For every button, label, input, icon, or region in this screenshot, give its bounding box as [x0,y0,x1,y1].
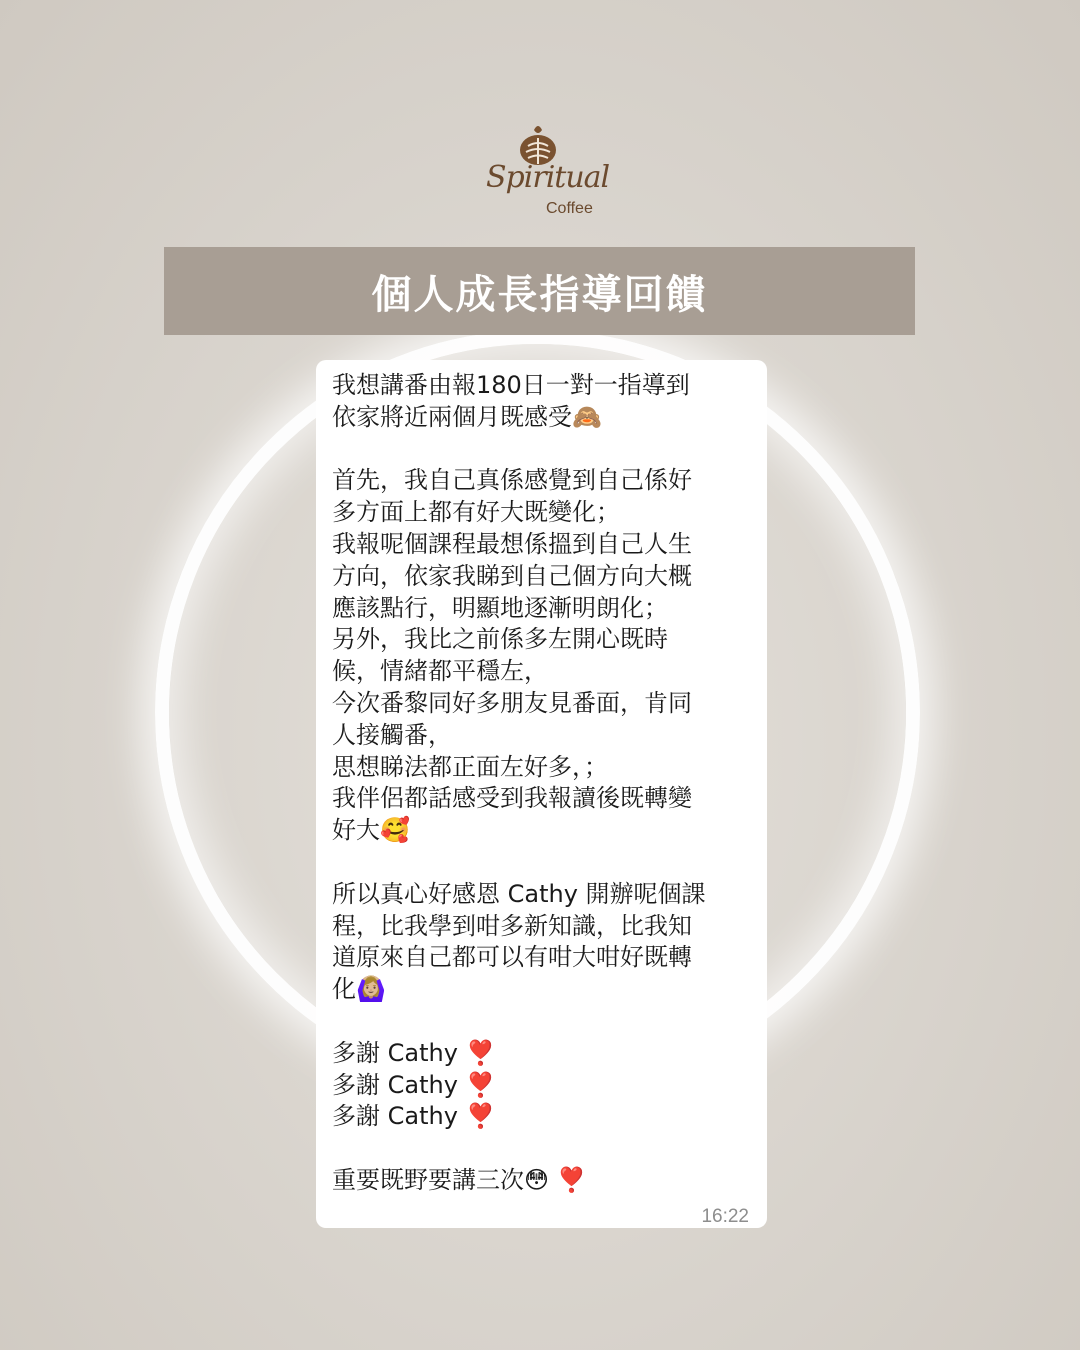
message-line: 我報呢個課程最想係搵到自己人生 [332,529,692,558]
message-line: 多方面上都有好大既變化； [332,498,620,527]
blank-line [332,847,749,879]
logo-subtitle: Coffee [546,200,593,217]
message-screenshot [316,360,767,1228]
message-timestamp: 16:22 [701,1206,749,1227]
message-line: 首先，我自己真係感覺到自己係好 [332,466,692,495]
message-line: 多謝 Cathy ❣️ [332,1102,496,1131]
message-line: 道原來自己都可以有咁大咁好既轉 [332,943,692,972]
message-line: 多謝 Cathy ❣️ [332,1038,496,1067]
title-banner [164,247,915,335]
message-line: 化🙆🏼‍♀️ [332,975,386,1004]
message-line: 多謝 Cathy ❣️ [332,1070,496,1099]
message-line: 重要既野要講三次😳 ❣️ [332,1165,587,1194]
message-line: 程，比我學到咁多新知識，比我知 [332,911,692,940]
message-line: 思想睇法都正面左好多，； [332,752,608,781]
blank-line [332,1133,749,1165]
message-line: 所以真心好感恩 Cathy 開辦呢個課 [332,879,706,908]
message-line: 方向，依家我睇到自己個方向大概 [332,561,692,590]
blank-line [332,1006,749,1038]
message-line: 好大🥰 [332,816,410,845]
logo-wordmark: Spiritual [486,160,610,195]
message-line: 候，情緒都平穩左， [332,657,548,686]
brand-logo [486,120,610,235]
message-line: 人接觸番， [332,720,452,749]
message-line: 我伴侶都話感受到我報讀後既轉變 [332,784,692,813]
message-line: 我想講番由報180日一對一指導到 [332,371,690,399]
message-line: 另外，我比之前係多左開心既時 [332,625,668,654]
blank-line [332,434,749,466]
message-body [332,370,749,1197]
message-line: 應該點行，明顯地逐漸明朗化； [332,593,668,622]
message-line: 依家將近兩個月既感受🙈 [332,402,602,431]
message-line: 今次番黎同好多朋友見番面，肯同 [332,688,692,717]
page-title: 個人成長指導回饋 [371,270,708,318]
